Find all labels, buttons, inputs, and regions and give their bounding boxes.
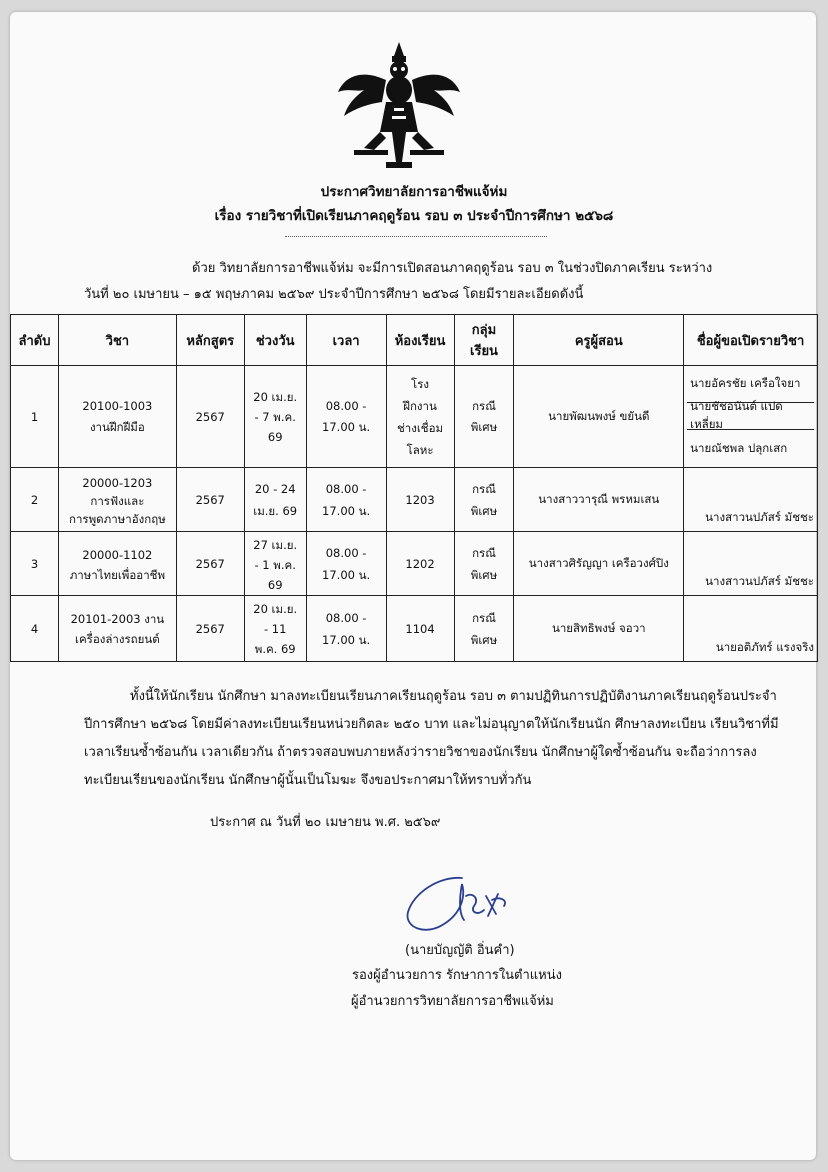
cell-subject: 20000-1203 การฟังและ การพูดภาษาอังกฤษ bbox=[58, 468, 176, 532]
cell-room: โรง ฝึกงาน ช่างเชื่อม โลหะ bbox=[386, 366, 454, 468]
cell-time: 08.00 - 17.00 น. bbox=[306, 532, 386, 596]
cell-dates: 20 - 24 เม.ย. 69 bbox=[244, 468, 306, 532]
body-paragraph: ทั้งนี้ให้นักเรียน นักศึกษา มาลงทะเบียนเรียนภาคเรียนฤดูร้อน รอบ ๓ ตามปฏิทินการปฏิบัติงานภาคเรียนฤดูร้อนประจำปีการศึกษา ๒๕๖๘ โดยมีค่าลงทะเบียนเรียนหน่วยกิตละ ๒๕๐ บาท และไม่อนุญาตให้นักเรียนนัก ศึกษาลงทะเบียน เรียนวิชาที่มีเวลาเรียนซ้ำซ้อนกัน เวลาเดียวกัน ถ้าตรวจสอบพบภายหลังว่ารายวิชาของนักเรียน นักศึกษาผู้ใดซ้ำซ้อนกัน จะถือว่าการลงทะเบียนเรียนของนักเรียน นักศึกษาผู้นั้นเป็นโมฆะ จึงขอประกาศมาให้ทราบทั่วกัน bbox=[84, 689, 779, 788]
cell-proposers: นางสาวนปภัสร์ มัชชะ bbox=[684, 468, 818, 532]
cell-curriculum: 2567 bbox=[176, 366, 244, 468]
cell-proposers bbox=[684, 366, 818, 468]
cell-time: 08.00 - 17.00 น. bbox=[306, 596, 386, 662]
table-row bbox=[11, 366, 818, 468]
cell-no: 4 bbox=[11, 596, 59, 662]
header-no: ลำดับ bbox=[11, 315, 59, 366]
cell-no: 1 bbox=[11, 366, 59, 468]
proposer-name: นายณัชพล ปลุกเสก bbox=[690, 440, 788, 455]
proposer-name: นายอัครชัย เครือใจยา bbox=[687, 366, 814, 403]
cell-teacher: นายพัฒนพงษ์ ขยันดี bbox=[514, 366, 684, 468]
garuda-emblem bbox=[334, 40, 464, 172]
announcement-subject: เรื่อง รายวิชาที่เปิดเรียนภาคฤดูร้อน รอบ ๓ ประจำปีการศึกษา ๒๕๖๘ bbox=[214, 208, 614, 224]
cell-no: 3 bbox=[11, 532, 59, 596]
table-row bbox=[11, 532, 818, 596]
announcement-title: ประกาศวิทยาลัยการอาชีพแจ้ห่ม bbox=[320, 184, 508, 200]
intro-line-1: ด้วย วิทยาลัยการอาชีพแจ้ห่ม จะมีการเปิดสอนภาคฤดูร้อน รอบ ๓ ในช่วงปิดภาคเรียน ระหว่าง bbox=[192, 261, 713, 276]
table-row bbox=[11, 596, 818, 662]
cell-curriculum: 2567 bbox=[176, 596, 244, 662]
cell-room: 1104 bbox=[386, 596, 454, 662]
signer-position: รองผู้อำนวยการ รักษาการในตำแหน่ง bbox=[352, 968, 562, 983]
cell-time: 08.00 - 17.00 น. bbox=[306, 468, 386, 532]
table-header-row bbox=[11, 315, 818, 366]
cell-teacher: นางสาวศิรัญญา เครือวงศ์ปิง bbox=[514, 532, 684, 596]
signer-position-title: ผู้อำนวยการวิทยาลัยการอาชีพแจ้ห่ม bbox=[351, 994, 554, 1009]
cell-dates: 20 เม.ย. - 7 พ.ค. 69 bbox=[244, 366, 306, 468]
table-row bbox=[11, 468, 818, 532]
cell-curriculum: 2567 bbox=[176, 532, 244, 596]
proposer-name: นายชัชอนันต์ แปดเหลี่ยม bbox=[687, 403, 814, 430]
cell-dates: 20 เม.ย. - 11 พ.ค. 69 bbox=[244, 596, 306, 662]
cell-group: กรณี พิเศษ bbox=[454, 532, 514, 596]
cell-group: กรณี พิเศษ bbox=[454, 468, 514, 532]
header-proposer: ชื่อผู้ขอเปิดรายวิชา bbox=[684, 315, 818, 366]
course-schedule-table bbox=[10, 314, 818, 662]
cell-subject: 20000-1102 ภาษาไทยเพื่ออาชีพ bbox=[58, 532, 176, 596]
intro-line-2: วันที่ ๒๐ เมษายน – ๑๕ พฤษภาคม ๒๕๖๙ ประจำปีการศึกษา ๒๕๖๘ โดยมีรายละเอียดดังนี้ bbox=[84, 287, 584, 302]
signer-name: (นายบัญญัติ อิ่นคำ) bbox=[405, 943, 515, 958]
cell-subject: 20101-2003 งาน เครื่องล่างรถยนต์ bbox=[58, 596, 176, 662]
cell-time: 08.00 - 17.00 น. bbox=[306, 366, 386, 468]
header-dates: ช่วงวัน bbox=[244, 315, 306, 366]
cell-curriculum: 2567 bbox=[176, 468, 244, 532]
header-time: เวลา bbox=[306, 315, 386, 366]
handwritten-signature bbox=[400, 870, 530, 940]
cell-group: กรณี พิเศษ bbox=[454, 596, 514, 662]
cell-group: กรณี พิเศษ bbox=[454, 366, 514, 468]
dotted-divider bbox=[285, 236, 547, 237]
cell-proposers: นางสาวนปภัสร์ มัชชะ bbox=[684, 532, 818, 596]
cell-teacher: นายสิทธิพงษ์ จอวา bbox=[514, 596, 684, 662]
header-group: กลุ่ม เรียน bbox=[454, 315, 514, 366]
header-curriculum: หลักสูตร bbox=[176, 315, 244, 366]
header-room: ห้องเรียน bbox=[386, 315, 454, 366]
cell-teacher: นางสาววารุณี พรหมเสน bbox=[514, 468, 684, 532]
announcement-date: ประกาศ ณ วันที่ ๒๐ เมษายน พ.ศ. ๒๕๖๙ bbox=[210, 815, 441, 830]
cell-proposers: นายอติภัทร์ แรงจริง bbox=[684, 596, 818, 662]
header-subject: วิชา bbox=[58, 315, 176, 366]
cell-no: 2 bbox=[11, 468, 59, 532]
cell-room: 1202 bbox=[386, 532, 454, 596]
cell-room: 1203 bbox=[386, 468, 454, 532]
cell-dates: 27 เม.ย. - 1 พ.ค. 69 bbox=[244, 532, 306, 596]
cell-subject: 20100-1003 งานฝึกฝีมือ bbox=[58, 366, 176, 468]
header-teacher: ครูผู้สอน bbox=[514, 315, 684, 366]
